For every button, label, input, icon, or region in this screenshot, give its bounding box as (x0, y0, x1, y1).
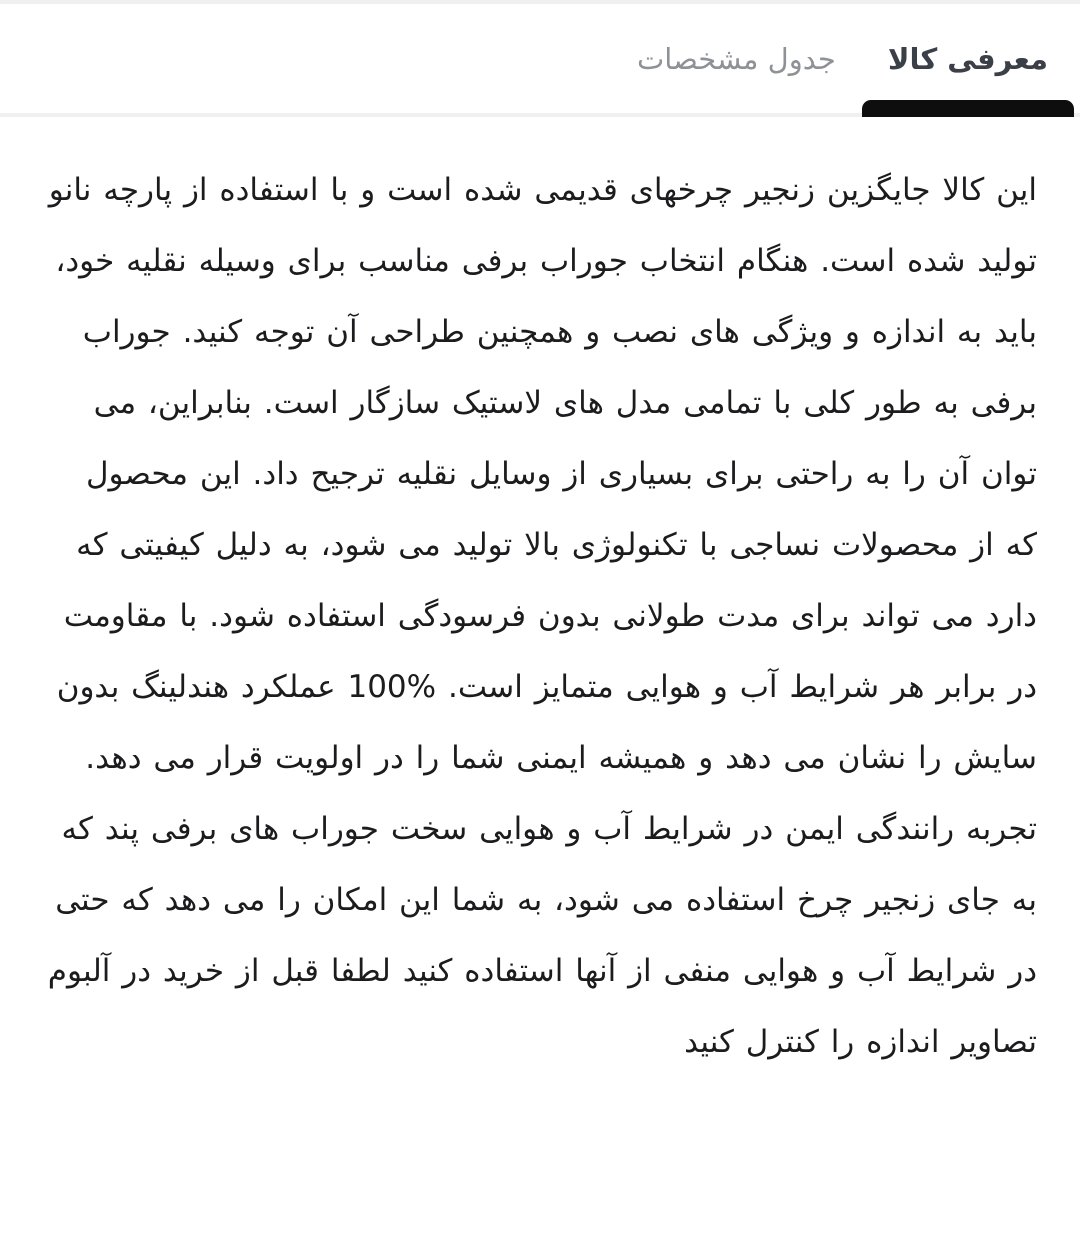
product-description-text: این کالا جایگزین زنجیر چرخهای قدیمی شده است و با استفاده از پارچه نانو تولید شده است. هنگام انتخاب جوراب برفی مناسب برای وسیله نقلیه خود، باید به اندازه و ویژگی های نصب و همچنین طراحی آن توجه کنید. جوراب برفی به طور کلی با تمامی مدل های لاستیک سازگار است. بنابراین، می توان آن را به راحتی برای بسیاری از وسایل نقلیه ترجیح داد. این محصول که از محصولات نساجی با تکنولوژی بالا تولید می شود، به دلیل کیفیتی که دارد می تواند برای مدت طولانی بدون فرسودگی استفاده شود. با مقاومت در برابر هر شرایط آب و هوایی متمایز است. %100 عملکرد هندلینگ بدون سایش را نشان می دهد و همیشه ایمنی شما را در اولویت قرار می دهد. تجربه رانندگی ایمن در شرایط آب و هوایی سخت جوراب های برفی پند که به جای زنجیر چرخ استفاده می شود، به شما این امکان را می دهد که حتی در شرایط آب و هوایی منفی از آنها استفاده کنید لطفا قبل از خرید در آلبوم تصاویر اندازه را کنترل کنید (47, 172, 1037, 1060)
tab-specifications-table[interactable] (611, 4, 862, 113)
product-introduction-panel (0, 117, 1080, 1078)
active-tab-indicator (862, 100, 1074, 117)
tab-specifications-table-label: جدول مشخصات (637, 41, 836, 76)
tab-product-introduction[interactable] (862, 4, 1074, 113)
tab-product-introduction-label: معرفی کالا (887, 41, 1048, 76)
product-tabs (0, 4, 1080, 117)
